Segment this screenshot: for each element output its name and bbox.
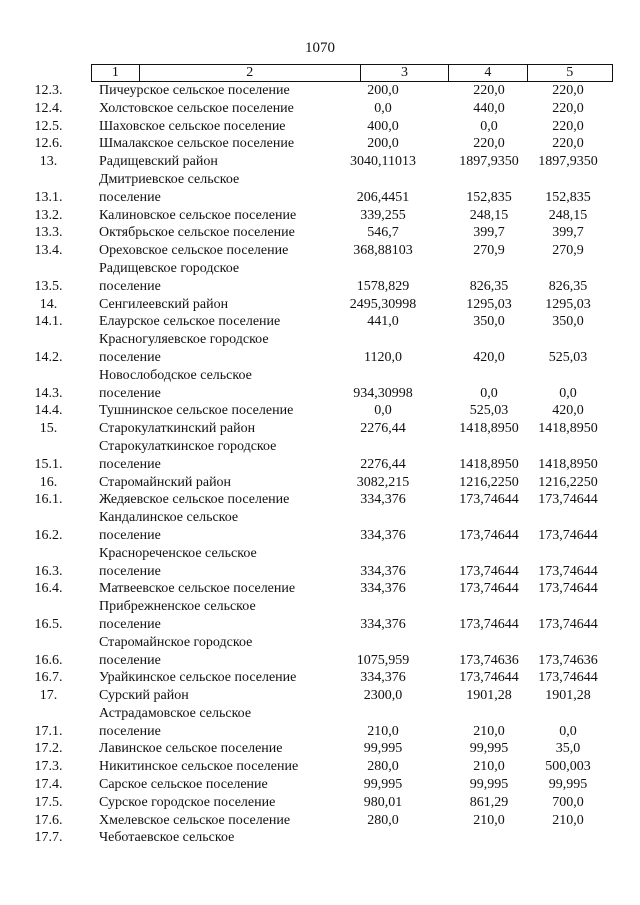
municipality-name — [93, 313, 316, 331]
value-col-5: 173,74644 — [538, 527, 598, 543]
row-number: 16.4. — [34, 581, 63, 597]
value-col-3: 2300,0 — [363, 688, 403, 704]
value-col-5: 0,0 — [559, 385, 577, 401]
name-line: Ореховское сельское поселение — [99, 243, 289, 259]
table-row — [0, 491, 640, 509]
value-col-4: 173,74644 — [459, 616, 519, 632]
value-col-5: 173,74644 — [538, 670, 598, 686]
name-line: поселение — [99, 723, 161, 739]
table-body — [0, 82, 640, 847]
name-line: поселение — [99, 563, 161, 579]
table-row — [0, 296, 640, 314]
name-line: Сенгилеевский район — [99, 296, 229, 312]
table-row — [0, 135, 640, 153]
table-row — [0, 207, 640, 225]
municipality-name — [93, 794, 316, 812]
value-col-3: 2276,44 — [360, 421, 406, 437]
value-col-3: 0,0 — [374, 100, 392, 116]
value-col-4: 99,995 — [469, 741, 509, 757]
value-col-5: 350,0 — [552, 314, 584, 330]
municipality-name — [93, 812, 316, 830]
table-row — [0, 776, 640, 794]
row-number: 14. — [39, 296, 58, 312]
value-col-4: 220,0 — [473, 136, 505, 152]
value-col-3: 3040,11013 — [350, 154, 416, 170]
name-line: Хмелевское сельское поселение — [99, 812, 291, 828]
row-number: 12.6. — [34, 136, 63, 152]
value-col-4: 399,7 — [473, 225, 505, 241]
value-col-5: 248,15 — [548, 207, 588, 223]
value-col-5: 173,74644 — [538, 492, 598, 508]
table-row — [0, 598, 640, 634]
municipality-name — [93, 740, 316, 758]
value-col-3: 280,0 — [367, 759, 399, 775]
table-row — [0, 260, 640, 296]
row-number: 13.3. — [34, 225, 63, 241]
table-row — [0, 118, 640, 136]
municipality-name — [93, 420, 316, 438]
value-col-5: 173,74644 — [538, 616, 598, 632]
page-number: 1070 — [305, 40, 335, 56]
municipality-name — [93, 367, 316, 403]
value-col-3: 334,376 — [360, 616, 406, 632]
row-number: 13. — [39, 154, 58, 170]
value-col-5: 35,0 — [555, 741, 581, 757]
table-row — [0, 580, 640, 598]
value-col-3: 200,0 — [367, 136, 399, 152]
municipality-name — [93, 687, 316, 705]
name-line: Старокулаткинское городское — [99, 438, 277, 454]
table-row — [0, 474, 640, 492]
value-col-3: 339,255 — [360, 207, 406, 223]
value-col-3: 980,01 — [363, 794, 403, 810]
name-line: Астрадамовское сельское — [99, 705, 252, 721]
municipality-name — [93, 260, 316, 296]
value-col-4: 350,0 — [473, 314, 505, 330]
name-line: Чеботаевское сельское — [99, 830, 235, 846]
value-col-5: 1216,2250 — [538, 474, 598, 490]
table-row — [0, 758, 640, 776]
row-number: 16.3. — [34, 563, 63, 579]
value-col-4: 826,35 — [469, 278, 509, 294]
value-col-3: 210,0 — [367, 723, 399, 739]
value-col-4: 152,835 — [466, 189, 512, 205]
table-row — [0, 153, 640, 171]
municipality-name — [93, 776, 316, 794]
value-col-4: 1216,2250 — [459, 474, 519, 490]
value-col-3: 934,30998 — [353, 385, 413, 401]
value-col-4: 1418,8950 — [459, 421, 519, 437]
table-row — [0, 242, 640, 260]
value-col-3: 3082,215 — [356, 474, 410, 490]
value-col-5: 1418,8950 — [538, 421, 598, 437]
value-col-5: 500,003 — [545, 759, 591, 775]
name-line: Радищевское городское — [99, 260, 240, 276]
name-line: Радищевский район — [99, 154, 218, 170]
municipality-name — [93, 82, 316, 100]
table-row — [0, 402, 640, 420]
column-header-row — [91, 64, 613, 82]
row-number: 17.4. — [34, 777, 63, 793]
name-line: Урайкинское сельское поселение — [99, 670, 297, 686]
municipality-name — [93, 491, 316, 509]
municipality-name — [93, 135, 316, 153]
name-line: Тушнинское сельское поселение — [99, 403, 294, 419]
row-number: 17.6. — [34, 812, 63, 828]
table-row — [0, 313, 640, 331]
name-line: Красногуляевское городское — [99, 332, 269, 348]
value-col-4: 220,0 — [473, 83, 505, 98]
table-row — [0, 82, 640, 100]
value-col-4: 0,0 — [480, 118, 498, 134]
value-col-5: 152,835 — [545, 189, 591, 205]
value-col-4: 1897,9350 — [459, 154, 519, 170]
value-col-3: 280,0 — [367, 812, 399, 828]
row-number: 13.2. — [34, 207, 63, 223]
value-col-4: 270,9 — [473, 243, 505, 259]
name-line: поселение — [99, 652, 161, 668]
row-number: 16.7. — [34, 670, 63, 686]
name-line: Матвеевское сельское поселение — [99, 581, 296, 597]
value-col-4: 0,0 — [480, 385, 498, 401]
value-col-3: 334,376 — [360, 492, 406, 508]
value-col-4: 173,74636 — [459, 652, 519, 668]
table-row — [0, 705, 640, 741]
value-col-5: 826,35 — [548, 278, 588, 294]
value-col-5: 220,0 — [552, 136, 584, 152]
row-number: 17.2. — [34, 741, 63, 757]
value-col-3: 1075,959 — [356, 652, 410, 668]
row-number: 12.4. — [34, 100, 63, 116]
table-row — [0, 545, 640, 581]
name-line: поселение — [99, 456, 161, 472]
row-number: 16.1. — [34, 492, 63, 508]
name-line: поселение — [99, 616, 161, 632]
value-col-5: 1897,9350 — [538, 154, 598, 170]
value-col-3: 1120,0 — [364, 349, 402, 365]
table-row — [0, 171, 640, 207]
municipality-name — [93, 242, 316, 260]
value-col-3: 368,88103 — [353, 243, 413, 259]
table-row — [0, 669, 640, 687]
header-col-1: 1 — [92, 65, 140, 82]
value-col-4: 420,0 — [473, 349, 505, 365]
table-row — [0, 224, 640, 242]
header-col-5: 5 — [527, 65, 612, 82]
value-col-4: 1901,28 — [466, 688, 512, 704]
row-number: 14.3. — [34, 385, 63, 401]
value-col-3: 334,376 — [360, 670, 406, 686]
value-col-5: 220,0 — [552, 83, 584, 98]
table-row — [0, 420, 640, 438]
municipality-name — [93, 438, 316, 474]
name-line: Сурское городское поселение — [99, 794, 276, 810]
row-number: 17. — [39, 688, 58, 704]
name-line: поселение — [99, 527, 161, 543]
municipality-name — [93, 634, 316, 670]
value-col-4: 248,15 — [469, 207, 509, 223]
value-col-4: 173,74644 — [459, 581, 519, 597]
value-col-5: 1418,8950 — [538, 456, 598, 472]
name-line: поселение — [99, 385, 161, 401]
name-line: Холстовское сельское поселение — [99, 100, 294, 116]
municipality-name — [93, 207, 316, 225]
value-col-4: 861,29 — [469, 794, 509, 810]
row-number: 16.6. — [34, 652, 63, 668]
name-line: Старомайнское городское — [99, 634, 253, 650]
name-line: Кандалинское сельское — [99, 510, 239, 526]
name-line: Пичеурское сельское поселение — [99, 83, 290, 98]
municipality-name — [93, 118, 316, 136]
name-line: поселение — [99, 189, 161, 205]
row-number: 13.5. — [34, 278, 63, 294]
name-line: Октябрьское сельское поселение — [99, 225, 295, 241]
value-col-3: 2495,30998 — [349, 296, 417, 312]
value-col-5: 1901,28 — [545, 688, 591, 704]
municipality-name — [93, 705, 316, 741]
name-line: поселение — [99, 278, 161, 294]
value-col-5: 420,0 — [552, 403, 584, 419]
row-number: 13.4. — [34, 243, 63, 259]
row-number: 16.2. — [34, 527, 63, 543]
name-line: Шмалакское сельское поселение — [99, 136, 295, 152]
table-row — [0, 331, 640, 367]
table-row — [0, 812, 640, 830]
row-number: 16.5. — [34, 616, 63, 632]
value-col-4: 1418,8950 — [459, 456, 519, 472]
value-col-3: 99,995 — [363, 777, 403, 793]
value-col-4: 210,0 — [473, 759, 505, 775]
value-col-4: 525,03 — [469, 403, 509, 419]
value-col-5: 220,0 — [552, 100, 584, 116]
municipality-name — [93, 545, 316, 581]
value-col-5: 700,0 — [552, 794, 584, 810]
value-col-5: 99,995 — [548, 777, 588, 793]
municipality-name — [93, 153, 316, 171]
municipality-name — [93, 224, 316, 242]
value-col-4: 173,74644 — [459, 563, 519, 579]
value-col-4: 173,74644 — [459, 527, 519, 543]
value-col-4: 210,0 — [473, 812, 505, 828]
row-number: 17.7. — [34, 830, 63, 846]
value-col-3: 1578,829 — [356, 278, 410, 294]
value-col-3: 334,376 — [360, 563, 406, 579]
name-line: Старомайнский район — [99, 474, 232, 490]
value-col-4: 210,0 — [473, 723, 505, 739]
table-row — [0, 829, 640, 847]
value-col-5: 220,0 — [552, 118, 584, 134]
row-number: 17.5. — [34, 794, 63, 810]
value-col-4: 173,74644 — [459, 670, 519, 686]
value-col-5: 173,74636 — [538, 652, 598, 668]
row-number: 13.1. — [34, 189, 63, 205]
value-col-3: 2276,44 — [360, 456, 406, 472]
row-number: 12.3. — [34, 83, 63, 98]
value-col-3: 200,0 — [367, 83, 399, 98]
value-col-3: 441,0 — [367, 314, 399, 330]
value-col-3: 206,4451 — [356, 189, 410, 205]
name-line: поселение — [99, 349, 161, 365]
row-number: 15.1. — [34, 456, 63, 472]
municipality-name — [93, 598, 316, 634]
value-col-4: 440,0 — [473, 100, 505, 116]
value-col-3: 334,376 — [360, 581, 406, 597]
table-row — [0, 509, 640, 545]
value-col-5: 399,7 — [552, 225, 584, 241]
name-line: Сурский район — [99, 688, 189, 704]
table-row — [0, 687, 640, 705]
value-col-5: 210,0 — [552, 812, 584, 828]
name-line: Шаховское сельское поселение — [99, 118, 286, 134]
value-col-3: 0,0 — [374, 403, 392, 419]
municipality-name — [93, 402, 316, 420]
header-col-4: 4 — [449, 65, 527, 82]
municipality-name — [93, 100, 316, 118]
municipality-name — [93, 474, 316, 492]
table-row — [0, 740, 640, 758]
municipality-name — [93, 296, 316, 314]
name-line: Лавинское сельское поселение — [99, 741, 283, 757]
table-row — [0, 100, 640, 118]
value-col-3: 99,995 — [363, 741, 403, 757]
row-number: 14.4. — [34, 403, 63, 419]
name-line: Никитинское сельское поселение — [99, 759, 299, 775]
value-col-3: 400,0 — [367, 118, 399, 134]
value-col-5: 0,0 — [559, 723, 577, 739]
name-line: Новослободское сельское — [99, 367, 252, 383]
table-row — [0, 438, 640, 474]
municipality-name — [93, 509, 316, 545]
municipality-name — [93, 580, 316, 598]
row-number: 14.1. — [34, 314, 63, 330]
value-col-5: 173,74644 — [538, 563, 598, 579]
header-col-3: 3 — [360, 65, 448, 82]
row-number: 15. — [39, 421, 58, 437]
municipality-name — [93, 758, 316, 776]
name-line: Дмитриевское сельское — [99, 171, 240, 187]
municipality-name — [93, 171, 316, 207]
municipality-name — [93, 829, 316, 847]
name-line: Жедяевское сельское поселение — [99, 492, 290, 508]
municipality-name — [93, 669, 316, 687]
value-col-4: 1295,03 — [466, 296, 512, 312]
municipality-name — [93, 331, 316, 367]
table-row — [0, 367, 640, 403]
row-number: 14.2. — [34, 349, 63, 365]
row-number: 12.5. — [34, 118, 63, 134]
name-line: Сарское сельское поселение — [99, 777, 268, 793]
value-col-4: 173,74644 — [459, 492, 519, 508]
table-row — [0, 634, 640, 670]
value-col-3: 334,376 — [360, 527, 406, 543]
value-col-3: 546,7 — [367, 225, 399, 241]
value-col-5: 525,03 — [548, 349, 588, 365]
header-col-2: 2 — [139, 65, 360, 82]
row-number: 16. — [39, 474, 58, 490]
row-number: 17.3. — [34, 759, 63, 775]
value-col-5: 1295,03 — [545, 296, 591, 312]
name-line: Прибрежненское сельское — [99, 599, 256, 615]
name-line: Старокулаткинский район — [99, 421, 256, 437]
value-col-5: 173,74644 — [538, 581, 598, 597]
name-line: Елаурское сельское поселение — [99, 314, 281, 330]
value-col-5: 270,9 — [552, 243, 584, 259]
name-line: Калиновское сельское поселение — [99, 207, 297, 223]
table-row — [0, 794, 640, 812]
name-line: Краснореченское сельское — [99, 545, 257, 561]
row-number: 17.1. — [34, 723, 63, 739]
value-col-4: 99,995 — [469, 777, 509, 793]
